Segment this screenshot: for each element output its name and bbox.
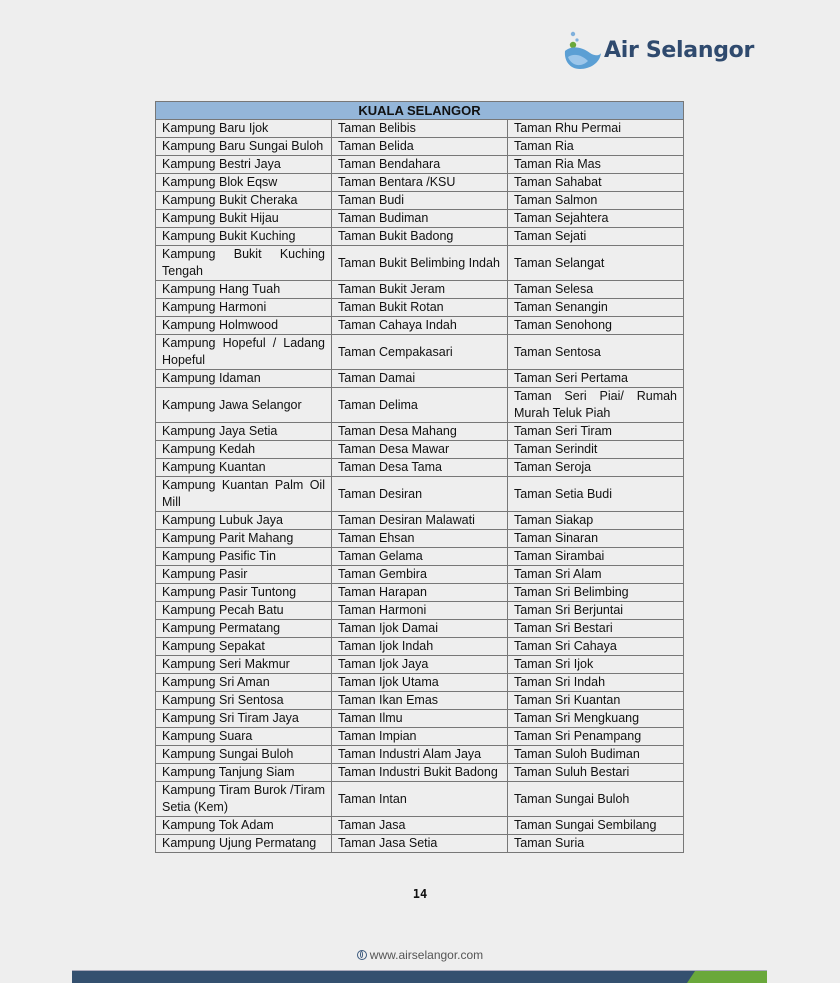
table-cell: Taman Cempakasari: [332, 335, 508, 370]
table-cell: Taman Gembira: [332, 566, 508, 584]
table-cell: Taman Sri Penampang: [508, 728, 684, 746]
table-row: [156, 210, 684, 228]
table-cell: Kampung Suara: [156, 728, 332, 746]
table-cell: Taman Seroja: [508, 459, 684, 477]
table-cell: Taman Sri Belimbing: [508, 584, 684, 602]
table-cell: Taman Bendahara: [332, 156, 508, 174]
table-cell: Taman Siakap: [508, 512, 684, 530]
table-row: [156, 566, 684, 584]
table-cell: Taman Setia Budi: [508, 477, 684, 512]
table-cell: Taman Suloh Budiman: [508, 746, 684, 764]
table-cell: Taman Salmon: [508, 192, 684, 210]
table-cell: Taman Industri Alam Jaya: [332, 746, 508, 764]
table-cell: Taman Sahabat: [508, 174, 684, 192]
table-row: [156, 584, 684, 602]
table-cell: Kampung Tanjung Siam: [156, 764, 332, 782]
table-cell: Taman Sri Bestari: [508, 620, 684, 638]
table-cell: Kampung Parit Mahang: [156, 530, 332, 548]
table-cell: Taman Jasa: [332, 817, 508, 835]
table-cell: Taman Budi: [332, 192, 508, 210]
table-row: [156, 692, 684, 710]
table-row: [156, 370, 684, 388]
table-row: [156, 423, 684, 441]
table-cell: Taman Seri Tiram: [508, 423, 684, 441]
table-cell: Taman Sri Cahaya: [508, 638, 684, 656]
table-cell: Taman Sri Indah: [508, 674, 684, 692]
table-cell: Taman Bukit Jeram: [332, 281, 508, 299]
logo-text: Air Selangor: [604, 37, 755, 63]
table-cell: Taman Sri Alam: [508, 566, 684, 584]
table-header-row: [156, 102, 684, 120]
table-cell: Taman Gelama: [332, 548, 508, 566]
table-cell: Kampung Idaman: [156, 370, 332, 388]
table-cell: Taman Belibis: [332, 120, 508, 138]
table-row: [156, 835, 684, 853]
table-cell: Taman Ria: [508, 138, 684, 156]
table-cell: Kampung Hopeful / Ladang Hopeful: [156, 335, 332, 370]
water-drop-logo-icon: [562, 29, 602, 71]
table-cell: Taman Bukit Belimbing Indah: [332, 246, 508, 281]
table-cell: Kampung Tiram Burok /Tiram Setia (Kem): [156, 782, 332, 817]
table-row: [156, 728, 684, 746]
footer-bar-accent: [687, 971, 767, 983]
table-cell: Kampung Bukit Cheraka: [156, 192, 332, 210]
table-row: [156, 281, 684, 299]
air-selangor-logo: [562, 28, 754, 72]
table-cell: Taman Intan: [332, 782, 508, 817]
table-cell: Kampung Bukit Hijau: [156, 210, 332, 228]
table-cell: Taman Ikan Emas: [332, 692, 508, 710]
table-cell: Kampung Harmoni: [156, 299, 332, 317]
table-cell: Kampung Ujung Permatang: [156, 835, 332, 853]
table-row: [156, 602, 684, 620]
table-row: [156, 817, 684, 835]
table-row: [156, 638, 684, 656]
table-cell: Taman Desiran Malawati: [332, 512, 508, 530]
table-cell: Taman Seri Piai/ Rumah Murah Teluk Piah: [508, 388, 684, 423]
table-row: [156, 174, 684, 192]
table-cell: Kampung Pasific Tin: [156, 548, 332, 566]
table-row: [156, 299, 684, 317]
table-cell: Kampung Lubuk Jaya: [156, 512, 332, 530]
table-cell: Taman Ehsan: [332, 530, 508, 548]
table-cell: Taman Harapan: [332, 584, 508, 602]
table-cell: Kampung Baru Ijok: [156, 120, 332, 138]
table-row: [156, 674, 684, 692]
globe-icon: [357, 950, 367, 960]
table-cell: Taman Desa Tama: [332, 459, 508, 477]
table-cell: Kampung Kedah: [156, 441, 332, 459]
table-cell: Taman Ilmu: [332, 710, 508, 728]
table-cell: Taman Budiman: [332, 210, 508, 228]
table-cell: Taman Harmoni: [332, 602, 508, 620]
table-cell: Taman Sri Ijok: [508, 656, 684, 674]
table-title: KUALA SELANGOR: [156, 102, 684, 120]
table-cell: Taman Suria: [508, 835, 684, 853]
table-cell: Taman Ijok Indah: [332, 638, 508, 656]
table-cell: Taman Industri Bukit Badong: [332, 764, 508, 782]
table-cell: Taman Senangin: [508, 299, 684, 317]
table-cell: Kampung Baru Sungai Buloh: [156, 138, 332, 156]
table-row: [156, 335, 684, 370]
table-cell: Taman Cahaya Indah: [332, 317, 508, 335]
table-cell: Taman Ijok Utama: [332, 674, 508, 692]
table-cell: Kampung Blok Eqsw: [156, 174, 332, 192]
table-cell: Taman Sri Mengkuang: [508, 710, 684, 728]
table-cell: Kampung Permatang: [156, 620, 332, 638]
table-cell: Kampung Sungai Buloh: [156, 746, 332, 764]
table-cell: Taman Desa Mahang: [332, 423, 508, 441]
table-cell: Taman Bentara /KSU: [332, 174, 508, 192]
table-cell: Taman Selesa: [508, 281, 684, 299]
table-row: [156, 530, 684, 548]
table-cell: Taman Bukit Rotan: [332, 299, 508, 317]
table-cell: Taman Serindit: [508, 441, 684, 459]
table-cell: Kampung Hang Tuah: [156, 281, 332, 299]
table-cell: Taman Senohong: [508, 317, 684, 335]
table-row: [156, 782, 684, 817]
table-cell: Taman Sejati: [508, 228, 684, 246]
table-cell: Taman Sungai Buloh: [508, 782, 684, 817]
table-cell: Kampung Bestri Jaya: [156, 156, 332, 174]
table-cell: Taman Jasa Setia: [332, 835, 508, 853]
table-cell: Kampung Sri Tiram Jaya: [156, 710, 332, 728]
table-cell: Taman Rhu Permai: [508, 120, 684, 138]
table-row: [156, 192, 684, 210]
table-row: [156, 120, 684, 138]
table-cell: Kampung Kuantan Palm Oil Mill: [156, 477, 332, 512]
table-row: [156, 317, 684, 335]
table-cell: Kampung Bukit Kuching: [156, 228, 332, 246]
table-cell: Taman Bukit Badong: [332, 228, 508, 246]
table-cell: Kampung Pasir: [156, 566, 332, 584]
table-cell: Taman Sejahtera: [508, 210, 684, 228]
table-cell: Taman Sri Kuantan: [508, 692, 684, 710]
table-row: [156, 656, 684, 674]
table-body: [156, 120, 684, 853]
footer-bar: [72, 970, 767, 983]
website-link[interactable]: www.airselangor.com: [369, 948, 484, 962]
table-cell: Taman Sungai Sembilang: [508, 817, 684, 835]
table-row: [156, 228, 684, 246]
table-cell: Kampung Tok Adam: [156, 817, 332, 835]
table-cell: Kampung Sri Sentosa: [156, 692, 332, 710]
table-cell: Kampung Sri Aman: [156, 674, 332, 692]
table-cell: Kampung Sepakat: [156, 638, 332, 656]
table-cell: Taman Ijok Jaya: [332, 656, 508, 674]
table-cell: Taman Desiran: [332, 477, 508, 512]
table-cell: Taman Seri Pertama: [508, 370, 684, 388]
table-cell: Taman Delima: [332, 388, 508, 423]
table-cell: Taman Selangat: [508, 246, 684, 281]
table-row: [156, 441, 684, 459]
table-row: [156, 138, 684, 156]
table-cell: Taman Sinaran: [508, 530, 684, 548]
table-row: [156, 764, 684, 782]
table-cell: Taman Suluh Bestari: [508, 764, 684, 782]
area-table: [155, 101, 684, 853]
table-cell: Kampung Jawa Selangor: [156, 388, 332, 423]
table-row: [156, 477, 684, 512]
table-cell: Kampung Kuantan: [156, 459, 332, 477]
table-cell: Kampung Holmwood: [156, 317, 332, 335]
table-cell: Taman Belida: [332, 138, 508, 156]
table-cell: Taman Sentosa: [508, 335, 684, 370]
table-cell: Taman Ria Mas: [508, 156, 684, 174]
page-number: 14: [412, 887, 428, 901]
table-cell: Kampung Seri Makmur: [156, 656, 332, 674]
table-row: [156, 246, 684, 281]
table-cell: Kampung Bukit Kuching Tengah: [156, 246, 332, 281]
table-row: [156, 512, 684, 530]
table-row: [156, 548, 684, 566]
table-cell: Kampung Jaya Setia: [156, 423, 332, 441]
table-row: [156, 710, 684, 728]
table-cell: Taman Ijok Damai: [332, 620, 508, 638]
table-cell: Kampung Pasir Tuntong: [156, 584, 332, 602]
table-cell: Taman Sirambai: [508, 548, 684, 566]
table-row: [156, 746, 684, 764]
table-cell: Taman Damai: [332, 370, 508, 388]
table-row: [156, 459, 684, 477]
website-footer: [0, 948, 840, 962]
table-row: [156, 156, 684, 174]
table-cell: Taman Desa Mawar: [332, 441, 508, 459]
table-row: [156, 388, 684, 423]
table-cell: Kampung Pecah Batu: [156, 602, 332, 620]
table-cell: Taman Sri Berjuntai: [508, 602, 684, 620]
table-row: [156, 620, 684, 638]
table-cell: Taman Impian: [332, 728, 508, 746]
